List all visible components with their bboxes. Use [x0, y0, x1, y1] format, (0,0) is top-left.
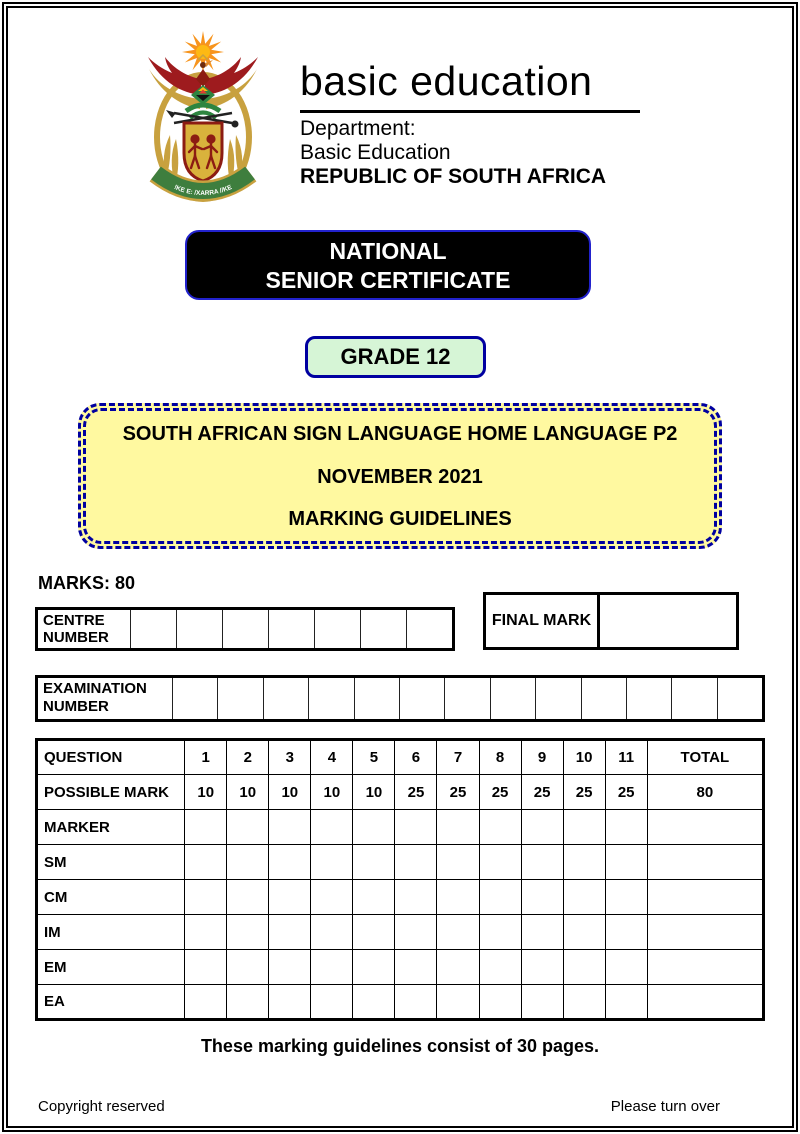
mark-table-row [37, 810, 764, 845]
centre-number-cells [130, 610, 452, 648]
mark-table-cell: 10 [311, 775, 353, 810]
mark-table-cell [521, 845, 563, 880]
examination-number-cell-6 [399, 678, 444, 719]
mark-table-cell [647, 880, 763, 915]
mark-table-row [37, 950, 764, 985]
department-line2: Basic Education [300, 141, 451, 164]
mark-table-row-label: EA [37, 985, 185, 1020]
mark-table-cell [437, 915, 479, 950]
mark-table-cell [353, 915, 395, 950]
mark-table-cell [395, 810, 437, 845]
centre-number-cell-6 [360, 610, 406, 648]
mark-table-cell: 10 [353, 775, 395, 810]
centre-number-cell-1 [130, 610, 176, 648]
mark-table-cell: 11 [605, 740, 647, 775]
mark-table-cell [605, 810, 647, 845]
mark-table-cell [353, 810, 395, 845]
mark-table-cell [521, 810, 563, 845]
mark-table-cell [311, 810, 353, 845]
mark-table-cell [521, 985, 563, 1020]
mark-table-cell [353, 845, 395, 880]
mark-table-cell [311, 985, 353, 1020]
mark-table-cell [605, 950, 647, 985]
centre-number-table [35, 607, 455, 651]
examination-number-label-line2: NUMBER [43, 698, 109, 715]
examination-number-cell-3 [263, 678, 308, 719]
mark-table-cell [437, 985, 479, 1020]
mark-table-cell [227, 950, 269, 985]
mark-table-cell [185, 845, 227, 880]
pages-note: These marking guidelines consist of 30 pages. [200, 1036, 600, 1056]
mark-table-cell [605, 985, 647, 1020]
mark-table-cell [269, 985, 311, 1020]
examination-number-cell-4 [308, 678, 353, 719]
mark-table-row [37, 740, 764, 775]
mark-table-cell [605, 845, 647, 880]
mark-table-cell [521, 915, 563, 950]
mark-table-cell [647, 915, 763, 950]
department-line3: REPUBLIC OF SOUTH AFRICA [300, 165, 607, 188]
examination-number-cell-11 [626, 678, 671, 719]
subject-banner-text [81, 406, 719, 546]
mark-table-cell [479, 845, 521, 880]
mark-table-cell: 10 [185, 775, 227, 810]
mark-table-cell: 25 [395, 775, 437, 810]
mark-table-row [37, 915, 764, 950]
mark-table-cell [563, 880, 605, 915]
centre-number-cell-4 [268, 610, 314, 648]
mark-table-cell [395, 915, 437, 950]
mark-table-cell [395, 845, 437, 880]
mark-table-cell [227, 915, 269, 950]
mark-table-cell [395, 880, 437, 915]
mark-table-row-label: IM [37, 915, 185, 950]
mark-table-cell [647, 950, 763, 985]
mark-table-cell [311, 880, 353, 915]
national-senior-certificate-banner [185, 230, 591, 300]
mark-table-cell: TOTAL [647, 740, 763, 775]
examination-number-cell-13 [717, 678, 762, 719]
mark-table-cell [647, 845, 763, 880]
mark-table-row [37, 775, 764, 810]
mark-table-cell: 10 [269, 775, 311, 810]
brand-underline [300, 110, 640, 113]
mark-table-cell [563, 915, 605, 950]
examination-number-cell-9 [535, 678, 580, 719]
mark-table-row-label: MARKER [37, 810, 185, 845]
mark-table-cell [395, 985, 437, 1020]
mark-table-row-label: EM [37, 950, 185, 985]
examination-number-label [38, 678, 172, 719]
mark-table-cell [647, 810, 763, 845]
mark-table-cell [227, 880, 269, 915]
mark-table-cell [185, 810, 227, 845]
centre-number-label [38, 610, 130, 648]
mark-table-cell [605, 915, 647, 950]
mark-table-cell [185, 985, 227, 1020]
mark-table-cell [563, 810, 605, 845]
final-mark-label: FINAL MARK [486, 595, 600, 647]
mark-table-cell: 1 [185, 740, 227, 775]
mark-table-row [37, 985, 764, 1020]
mark-table-cell: 25 [437, 775, 479, 810]
examination-number-cell-10 [581, 678, 626, 719]
examination-number-label-line1: EXAMINATION [43, 680, 147, 697]
mark-table-cell [563, 985, 605, 1020]
subject-doc-type: MARKING GUIDELINES [288, 508, 512, 530]
examination-number-cell-2 [217, 678, 262, 719]
mark-table-cell: 3 [269, 740, 311, 775]
mark-table-cell: 2 [227, 740, 269, 775]
mark-table-cell: 10 [563, 740, 605, 775]
brand-wordmark: basic education [300, 58, 593, 104]
mark-table-cell [395, 950, 437, 985]
mark-table-cell [185, 950, 227, 985]
mark-table-cell [269, 845, 311, 880]
mark-table-cell [479, 915, 521, 950]
mark-table-cell [437, 810, 479, 845]
mark-table-cell: 7 [437, 740, 479, 775]
mark-table-cell [605, 880, 647, 915]
mark-table-cell [227, 845, 269, 880]
mark-table-cell [185, 880, 227, 915]
certificate-line2: SENIOR CERTIFICATE [265, 267, 511, 293]
examination-number-cell-5 [354, 678, 399, 719]
mark-table-cell [521, 950, 563, 985]
mark-table-cell [269, 950, 311, 985]
mark-table-cell [227, 810, 269, 845]
mark-table-cell [437, 880, 479, 915]
mark-table-cell: 5 [353, 740, 395, 775]
centre-number-label-line1: CENTRE [43, 612, 105, 629]
final-mark-box [483, 592, 739, 650]
department-line1: Department: [300, 117, 416, 140]
subject-banner [78, 403, 722, 549]
coat-of-arms-svg [138, 26, 268, 214]
examination-number-table [35, 675, 765, 722]
mark-table-row [37, 845, 764, 880]
mark-allocation-table-wrap [35, 738, 765, 1021]
mark-table-cell [353, 880, 395, 915]
examination-number-cell-8 [490, 678, 535, 719]
grade-banner: GRADE 12 [305, 336, 486, 378]
mark-table-cell: 9 [521, 740, 563, 775]
mark-table-cell [269, 880, 311, 915]
south-africa-coat-of-arms-icon [138, 26, 268, 214]
mark-table-cell [227, 985, 269, 1020]
subject-session: NOVEMBER 2021 [317, 465, 483, 488]
final-mark-value [600, 595, 736, 647]
mark-table-cell [437, 845, 479, 880]
mark-table-cell: 8 [479, 740, 521, 775]
mark-table-row-label: QUESTION [37, 740, 185, 775]
mark-table-cell: 25 [605, 775, 647, 810]
mark-table-cell: 25 [479, 775, 521, 810]
mark-table-cell: 4 [311, 740, 353, 775]
examination-number-cell-7 [444, 678, 489, 719]
mark-table-cell [353, 950, 395, 985]
mark-table-cell [479, 880, 521, 915]
mark-table-cell [269, 810, 311, 845]
mark-table-cell: 25 [563, 775, 605, 810]
mark-table-cell [479, 950, 521, 985]
centre-number-cell-5 [314, 610, 360, 648]
mark-table-row [37, 880, 764, 915]
coat-of-arms-motto: !KE E: /XARRA //KE [172, 183, 234, 198]
mark-table-cell [311, 950, 353, 985]
certificate-line1: NATIONAL [329, 238, 447, 264]
footer-turn-over: Please turn over [610, 1098, 720, 1115]
centre-number-cell-2 [176, 610, 222, 648]
examination-number-cell-12 [671, 678, 716, 719]
subject-title: SOUTH AFRICAN SIGN LANGUAGE HOME LANGUAGE P2 [122, 423, 678, 445]
mark-table-cell [311, 845, 353, 880]
mark-table-cell [185, 915, 227, 950]
mark-table-cell [479, 985, 521, 1020]
mark-table-cell [311, 915, 353, 950]
mark-table-cell: 10 [227, 775, 269, 810]
mark-table-cell [437, 950, 479, 985]
centre-number-label-line2: NUMBER [43, 629, 109, 646]
mark-table-cell [521, 880, 563, 915]
mark-table-cell [563, 845, 605, 880]
mark-table-row-label: CM [37, 880, 185, 915]
mark-table-cell [269, 915, 311, 950]
mark-table-cell: 25 [521, 775, 563, 810]
examination-number-cells [172, 678, 762, 719]
mark-table-cell [479, 810, 521, 845]
examination-number-cell-1 [172, 678, 217, 719]
mark-table-cell [353, 985, 395, 1020]
mark-table-row-label: POSSIBLE MARK [37, 775, 185, 810]
centre-number-cell-7 [406, 610, 452, 648]
centre-number-cell-3 [222, 610, 268, 648]
mark-allocation-table [35, 738, 765, 1021]
department-block [300, 117, 606, 189]
mark-table-cell [647, 985, 763, 1020]
mark-table-cell: 80 [647, 775, 763, 810]
mark-table-cell [563, 950, 605, 985]
mark-table-row-label: SM [37, 845, 185, 880]
footer-copyright: Copyright reserved [38, 1098, 165, 1115]
marks-label: MARKS: 80 [38, 573, 136, 593]
mark-table-cell: 6 [395, 740, 437, 775]
